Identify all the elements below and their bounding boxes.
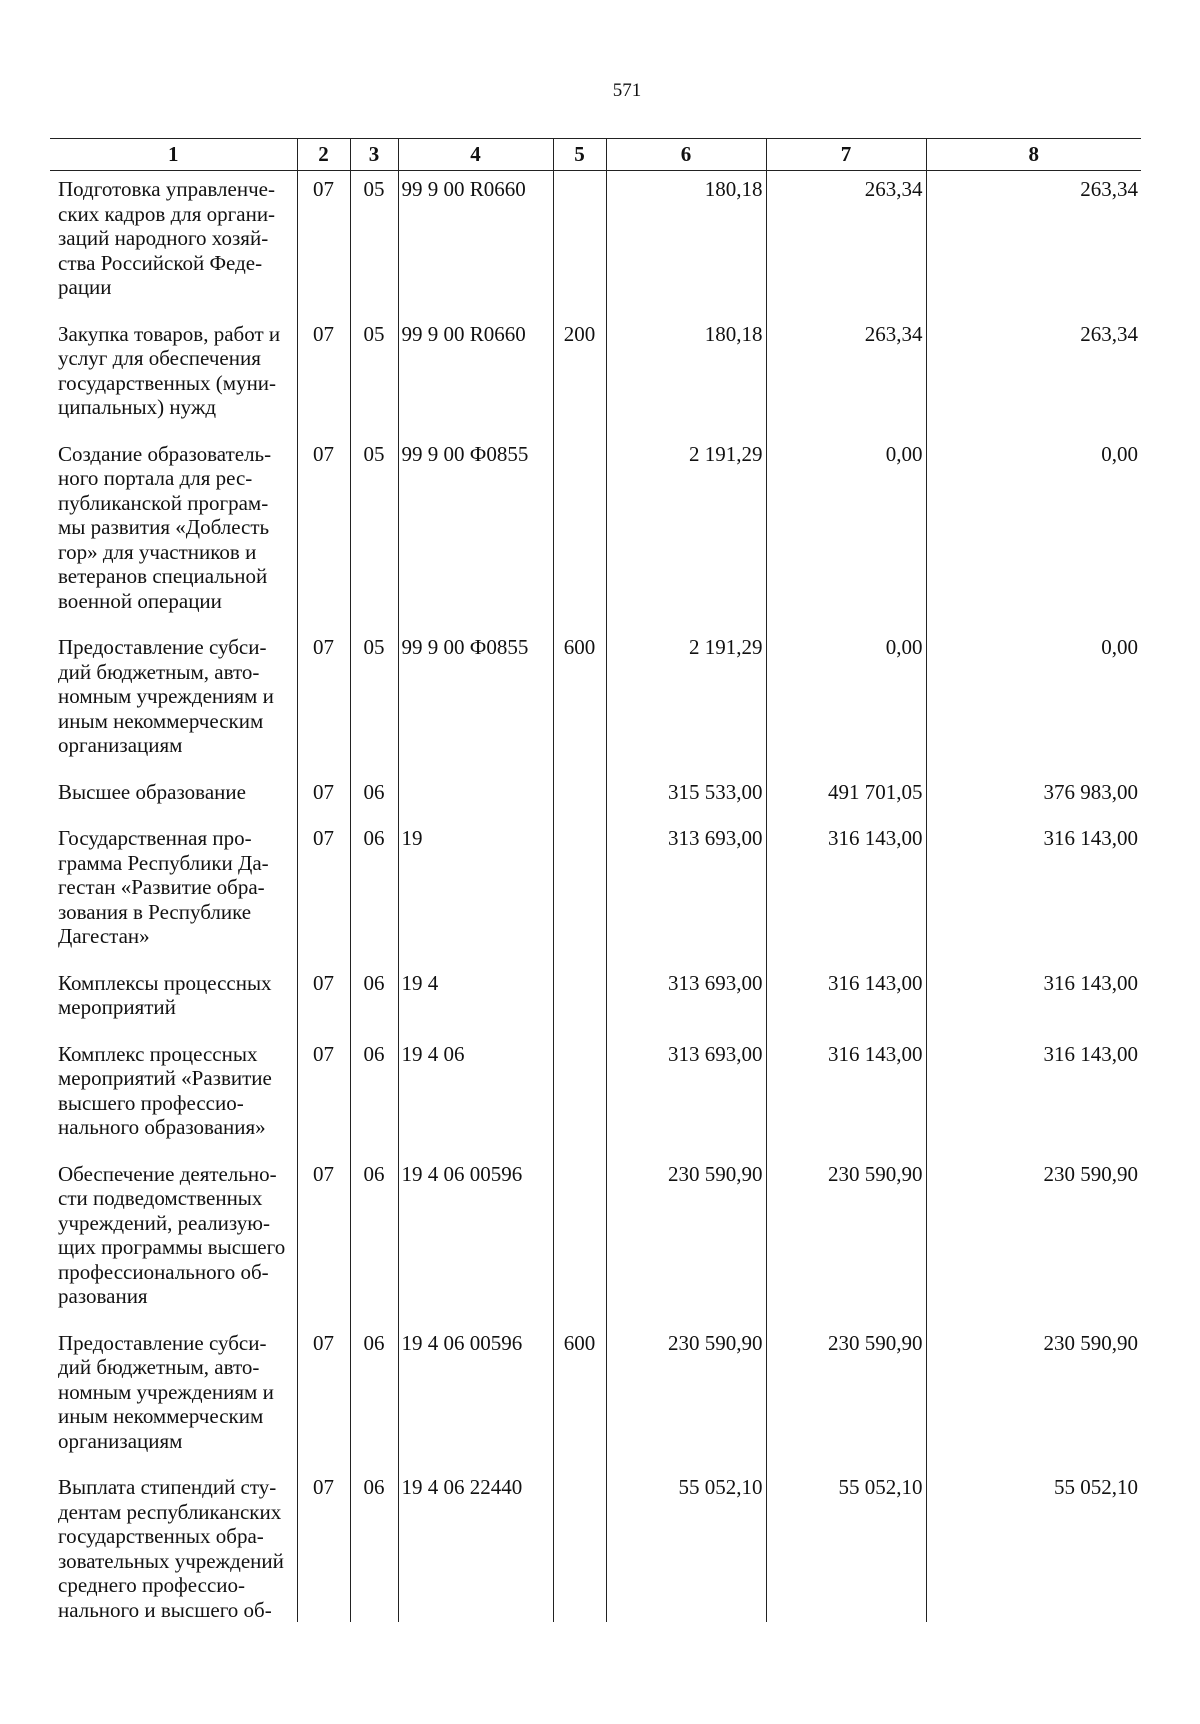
- row-value-col8-cell: 263,34: [926, 171, 1141, 316]
- page-number: 571: [612, 80, 642, 101]
- row-expense-type-cell: [553, 774, 606, 821]
- row-target-code-cell: 99 9 00 Ф0855: [398, 436, 553, 630]
- row-value-col6-cell: 230 590,90: [606, 1325, 766, 1470]
- row-expense-type-cell: 200: [553, 316, 606, 436]
- row-section-cell: 07: [297, 316, 350, 436]
- row-name-cell: [50, 1325, 297, 1470]
- row-expense-type-cell: [553, 436, 606, 630]
- row-subsection-cell: 06: [350, 820, 398, 965]
- row-value-col6-cell: 315 533,00: [606, 774, 766, 821]
- row-name-cell: [50, 316, 297, 436]
- header-col-6: 6: [606, 139, 766, 171]
- row-name-cell: [50, 965, 297, 1036]
- row-name-cell: [50, 820, 297, 965]
- header-col-3: 3: [350, 139, 398, 171]
- row-section-cell: 07: [297, 436, 350, 630]
- row-value-col6-cell: 313 693,00: [606, 1036, 766, 1156]
- header-col-8: 8: [926, 139, 1141, 171]
- row-value-col7-cell: 316 143,00: [766, 820, 926, 965]
- row-subsection-cell: 06: [350, 1469, 398, 1622]
- header-col-4: 4: [398, 139, 553, 171]
- row-expense-type-cell: [553, 1156, 606, 1325]
- row-name-cell: [50, 171, 297, 316]
- row-subsection-cell: 06: [350, 965, 398, 1036]
- row-section-cell: 07: [297, 1156, 350, 1325]
- row-subsection-cell: 06: [350, 1156, 398, 1325]
- row-value-col8-cell: 0,00: [926, 436, 1141, 630]
- row-expense-type-cell: [553, 820, 606, 965]
- row-value-col8-cell: 230 590,90: [926, 1156, 1141, 1325]
- row-target-code-cell: 19 4 06 00596: [398, 1156, 553, 1325]
- row-section-cell: 07: [297, 1036, 350, 1156]
- row-value-col6-cell: 313 693,00: [606, 820, 766, 965]
- budget-table: [50, 138, 1141, 1622]
- table-row: [50, 1325, 1141, 1470]
- row-name-cell: [50, 629, 297, 774]
- row-section-cell: 07: [297, 1325, 350, 1470]
- row-value-col8-cell: 316 143,00: [926, 820, 1141, 965]
- header-col-1: 1: [50, 139, 297, 171]
- row-value-col8-cell: 376 983,00: [926, 774, 1141, 821]
- row-value-col8-cell: 0,00: [926, 629, 1141, 774]
- row-expense-type-cell: [553, 965, 606, 1036]
- row-expense-type-cell: 600: [553, 1325, 606, 1470]
- row-section-cell: 07: [297, 965, 350, 1036]
- row-name-text: Закупка товаров, работ и услуг для обеспечения государственных (муни- ципальных) нужд: [58, 321, 281, 419]
- row-value-col6-cell: 55 052,10: [606, 1469, 766, 1622]
- row-value-col6-cell: 2 191,29: [606, 436, 766, 630]
- row-name-text: Выплата стипендий сту- дентам республиканских государственных обра- зовательных учреждений среднего профессио- нального и высшего об-: [58, 1475, 284, 1622]
- row-section-cell: 07: [297, 171, 350, 316]
- row-subsection-cell: 06: [350, 1325, 398, 1470]
- row-target-code-cell: 99 9 00 Ф0855: [398, 629, 553, 774]
- row-target-code-cell: 19: [398, 820, 553, 965]
- table-row: [50, 436, 1141, 630]
- row-expense-type-cell: [553, 1036, 606, 1156]
- row-target-code-cell: [398, 774, 553, 821]
- table-row: [50, 1469, 1141, 1622]
- table-row: [50, 171, 1141, 316]
- row-name-text: Комплекс процессных мероприятий «Развитие высшего профессио- нального образования»: [58, 1041, 272, 1139]
- table-row: [50, 1156, 1141, 1325]
- row-target-code-cell: 19 4: [398, 965, 553, 1036]
- row-value-col8-cell: 316 143,00: [926, 965, 1141, 1036]
- row-target-code-cell: 99 9 00 R0660: [398, 316, 553, 436]
- row-subsection-cell: 05: [350, 171, 398, 316]
- row-value-col6-cell: 230 590,90: [606, 1156, 766, 1325]
- table-row: [50, 965, 1141, 1036]
- table-row: [50, 1036, 1141, 1156]
- row-name-text: Обеспечение деятельно- сти подведомственных учреждений, реализую- щих программы высшего профессионального об- разования: [58, 1161, 286, 1308]
- row-section-cell: 07: [297, 774, 350, 821]
- row-name-text: Комплексы процессных мероприятий: [58, 970, 272, 1019]
- header-row: [50, 139, 1141, 171]
- row-name-cell: [50, 1156, 297, 1325]
- row-target-code-cell: 19 4 06 22440: [398, 1469, 553, 1622]
- row-name-text: Высшее образование: [58, 779, 246, 804]
- row-name-cell: [50, 1036, 297, 1156]
- row-value-col8-cell: 55 052,10: [926, 1469, 1141, 1622]
- row-subsection-cell: 05: [350, 629, 398, 774]
- row-value-col7-cell: 263,34: [766, 171, 926, 316]
- row-subsection-cell: 06: [350, 774, 398, 821]
- row-value-col8-cell: 316 143,00: [926, 1036, 1141, 1156]
- row-expense-type-cell: 600: [553, 629, 606, 774]
- row-value-col6-cell: 180,18: [606, 171, 766, 316]
- row-value-col7-cell: 263,34: [766, 316, 926, 436]
- row-section-cell: 07: [297, 1469, 350, 1622]
- row-expense-type-cell: [553, 1469, 606, 1622]
- row-value-col7-cell: 491 701,05: [766, 774, 926, 821]
- row-subsection-cell: 05: [350, 316, 398, 436]
- row-target-code-cell: 99 9 00 R0660: [398, 171, 553, 316]
- row-section-cell: 07: [297, 629, 350, 774]
- row-name-text: Создание образователь- ного портала для рес- публиканской програм- мы развития «Доблесть гор» для участников и ветеранов специальной военной операции: [58, 441, 272, 613]
- row-value-col8-cell: 263,34: [926, 316, 1141, 436]
- row-name-cell: [50, 774, 297, 821]
- row-name-text: Предоставление субси- дий бюджетным, авто- номным учреждениям и иным некоммерческим организациям: [58, 1330, 274, 1453]
- row-subsection-cell: 06: [350, 1036, 398, 1156]
- row-value-col8-cell: 230 590,90: [926, 1325, 1141, 1470]
- row-value-col7-cell: 316 143,00: [766, 965, 926, 1036]
- header-col-2: 2: [297, 139, 350, 171]
- row-value-col6-cell: 180,18: [606, 316, 766, 436]
- row-value-col6-cell: 313 693,00: [606, 965, 766, 1036]
- row-name-cell: [50, 436, 297, 630]
- table-body: [50, 171, 1141, 1623]
- header-col-7: 7: [766, 139, 926, 171]
- table-row: [50, 316, 1141, 436]
- row-value-col7-cell: 0,00: [766, 436, 926, 630]
- table-row: [50, 629, 1141, 774]
- row-section-cell: 07: [297, 820, 350, 965]
- row-name-text: Государственная про- грамма Республики Да- гестан «Развитие обра- зования в Республике Дагестан»: [58, 826, 269, 948]
- table-row: [50, 774, 1141, 821]
- row-value-col7-cell: 230 590,90: [766, 1325, 926, 1470]
- row-subsection-cell: 05: [350, 436, 398, 630]
- table-row: [50, 820, 1141, 965]
- row-name-cell: [50, 1469, 297, 1622]
- row-target-code-cell: 19 4 06: [398, 1036, 553, 1156]
- row-name-text: Предоставление субси- дий бюджетным, авто- номным учреждениям и иным некоммерческим организациям: [58, 635, 274, 757]
- header-col-5: 5: [553, 139, 606, 171]
- row-value-col7-cell: 230 590,90: [766, 1156, 926, 1325]
- row-value-col7-cell: 316 143,00: [766, 1036, 926, 1156]
- row-name-text: Подготовка управленче- ских кадров для органи- заций народного хозяй- ства Российской Феде- рации: [58, 177, 276, 299]
- row-value-col6-cell: 2 191,29: [606, 629, 766, 774]
- row-target-code-cell: 19 4 06 00596: [398, 1325, 553, 1470]
- table-header: [50, 139, 1141, 171]
- row-value-col7-cell: 0,00: [766, 629, 926, 774]
- row-value-col7-cell: 55 052,10: [766, 1469, 926, 1622]
- row-expense-type-cell: [553, 171, 606, 316]
